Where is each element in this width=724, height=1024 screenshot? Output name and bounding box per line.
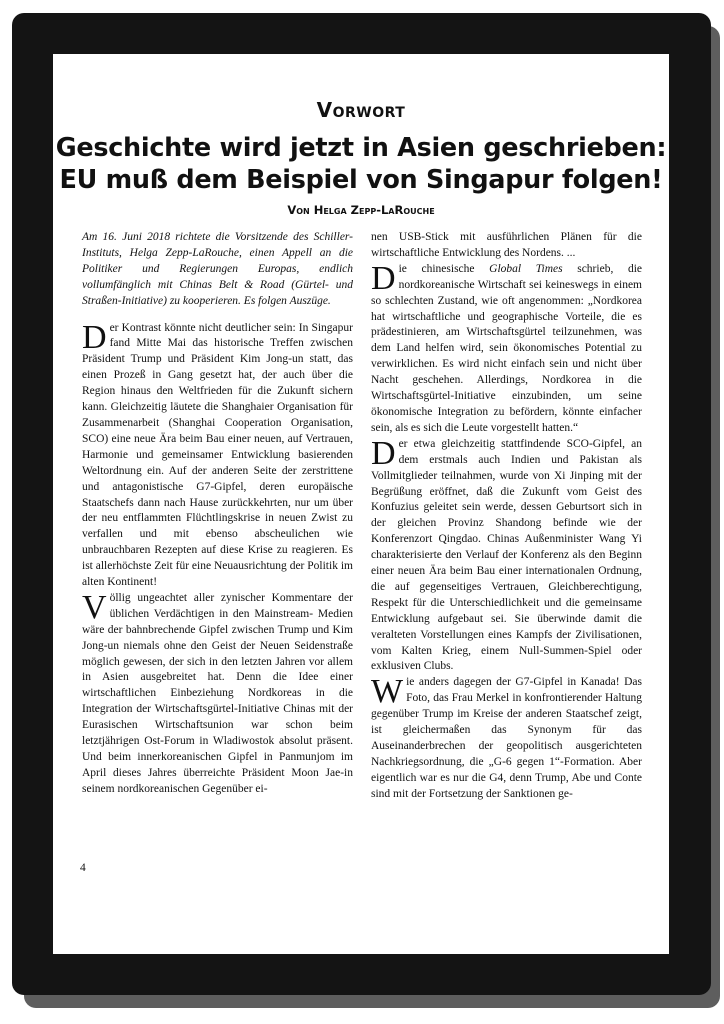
body-paragraph-1: Der Kontrast könnte nicht deutlicher sein: In Singapur fand Mitte Mai das historische Treffen zwischen Präsident Trump und Präsident Kim Jong-un statt, das einen Prozeß in Gang gesetzt hat, der auch über die Region hinaus den Weltfrieden für die Zukunft sichern kann. Gleichzeitig läutete die Shanghaier Organisation für Zusammenarbeit (Shanghai Cooperation Organisation, SCO) eine neue Ära beim Bau einer neuen, auf Vertrauen, Harmonie und gemeinsamer Entwicklung basierenden Weltordnung ein. Auf der anderen Seite der zerstrittene und antagonistische G7-Gipfel, deren europäische Staatschefs dann nach Hause zurückkehrten, nur um über der neu entflammten Flüchtlingskrise in neuen Zwist zu verfallen und mit ebenso abscheulichen wie unbrauchbaren Rezepten auf diese Krise zu reagieren. Es ist allerhöchste Zeit für eine Neuausrichtung der Politik im alten Kontinent! (82, 318, 353, 589)
page-number: 4 (80, 862, 86, 874)
body-paragraph-2: Völlig ungeachtet aller zynischer Kommentare der üblichen Verdächtigen in den Mainstream- Medien wäre der bahnbrechende Gipfel zwischen Trump und Kim Jong-un niemals ohne den Geist der Neuen Seidenstraße möglich gewesen, der sich in den letzten Jahren vor allem in Asien ausgebreitet hat. Denn die Idee einer wirtschaftlichen Einbeziehung Nordkoreas in die Integration der Wirtschaftsgürtel-Initiative Chinas mit der Eurasischen Wirtschaftsunion war schon beim letztjährigen Ost-Forum in Wladiwostok absolut präsent. Und beim innerkoreanischen Gipfel in Panmunjom im April dieses Jahres überreichte Präsident Moon Jae-in seinem nordkoreanischen Gegenüber ei- (82, 588, 353, 795)
body-paragraph-continued: nen USB-Stick mit ausführlichen Plänen für die wirtschaftliche Entwicklung des Nordens. ... (371, 231, 642, 259)
article-title (53, 132, 669, 196)
right-column (371, 230, 642, 803)
body-paragraph-4: Der etwa gleichzeitig stattfindende SCO-Gipfel, an dem erstmals auch Indien und Pakistan als Vollmitglieder teilnahmen, wurde von Xi Jinping mit der Begrüßung eröffnet, daß die Zukunft vom Geist des Konfuzius geleitet sein werde, dessen Geburtsort sich in der gleichen Provinz Shandong befinde wie der Konferenzort Qingdao. Chinas Außenminister Wang Yi charakterisierte den Verlauf der Konferenz als den Beginn einer neuen Ära beim Bau einer internationalen Ordnung, die auf gegenseitiges Vertrauen, Gleichberechtigung, Respekt für die Unterschiedlichkeit und die gemeinsame Entwicklung aufgebaut sei. Sie überwinde damit die veralteten Vorstellungen eines Kampfs der Zivilisationen, vom Kalten Krieg, einem Null-Summen-Spiel oder exklusiven Clubs. (371, 434, 642, 673)
article-header (53, 98, 669, 218)
article-author: Von Helga Zepp-LaRouche (287, 203, 435, 217)
body-paragraph-5: Wie anders dagegen der G7-Gipfel in Kanada! Das Foto, das Frau Merkel in konfrontierender Haltung gegenüber Trump im Kreise der anderen Staatschef zeigt, ist gleichermaßen das Synonym für das Auseinanderbrechen der geopolitisch ausgerichteten Nachkriegsordnung, die „G-6 gegen 1“-Formation. Aber eigentlich war es nur die G4, denn Trump, Abe und Conte sind mit der Fortsetzung der Sanktionen ge- (371, 673, 642, 800)
article-title-line-2: EU muß dem Beispiel von Singapur folgen! (59, 165, 663, 195)
section-kicker: Vorwort (316, 98, 406, 122)
paragraph-3-start: Die chinesische (371, 259, 490, 297)
left-column (82, 230, 353, 798)
body-paragraph-3 (371, 259, 643, 437)
lead-paragraph: Am 16. Juni 2018 richtete die Vorsitzende des Schiller-Instituts, Helga Zepp-LaRouche, einen Appell an die Politiker und Regierungen Europas, endlich vollumfänglich mit Chinas Belt & Road (Gürtel- und Straßen-Initiative) zu kooperieren. Es folgen Auszüge. (82, 231, 353, 307)
paragraph-3-rest: schrieb, die nordkoreanische Wirtschaft sei keineswegs in einem so schlechten Zustand, wie oft angenommen: „Nordkorea hat wirtschaftliche und geographische Vorteile, die es prädestinieren, am Wirtschaftsgürtel teilzunehmen, was dem Land helfen wird, sein ökonomisches Potential zu verwirklichen. Es wird nicht einfach sein und nicht über Nacht geschehen. Allerdings, Nordkorea in die Wirtschaftsgürtel-Initiative einzubinden, um seine ökonomische Integration zu befördern, könnte einfacher sein, als es sich die Leute vorgestellt hatten.“ (371, 262, 643, 434)
article-title-line-1: Geschichte wird jetzt in Asien geschrieben: (55, 133, 667, 163)
document-page (53, 54, 669, 954)
publication-name: Global Times (489, 262, 563, 275)
